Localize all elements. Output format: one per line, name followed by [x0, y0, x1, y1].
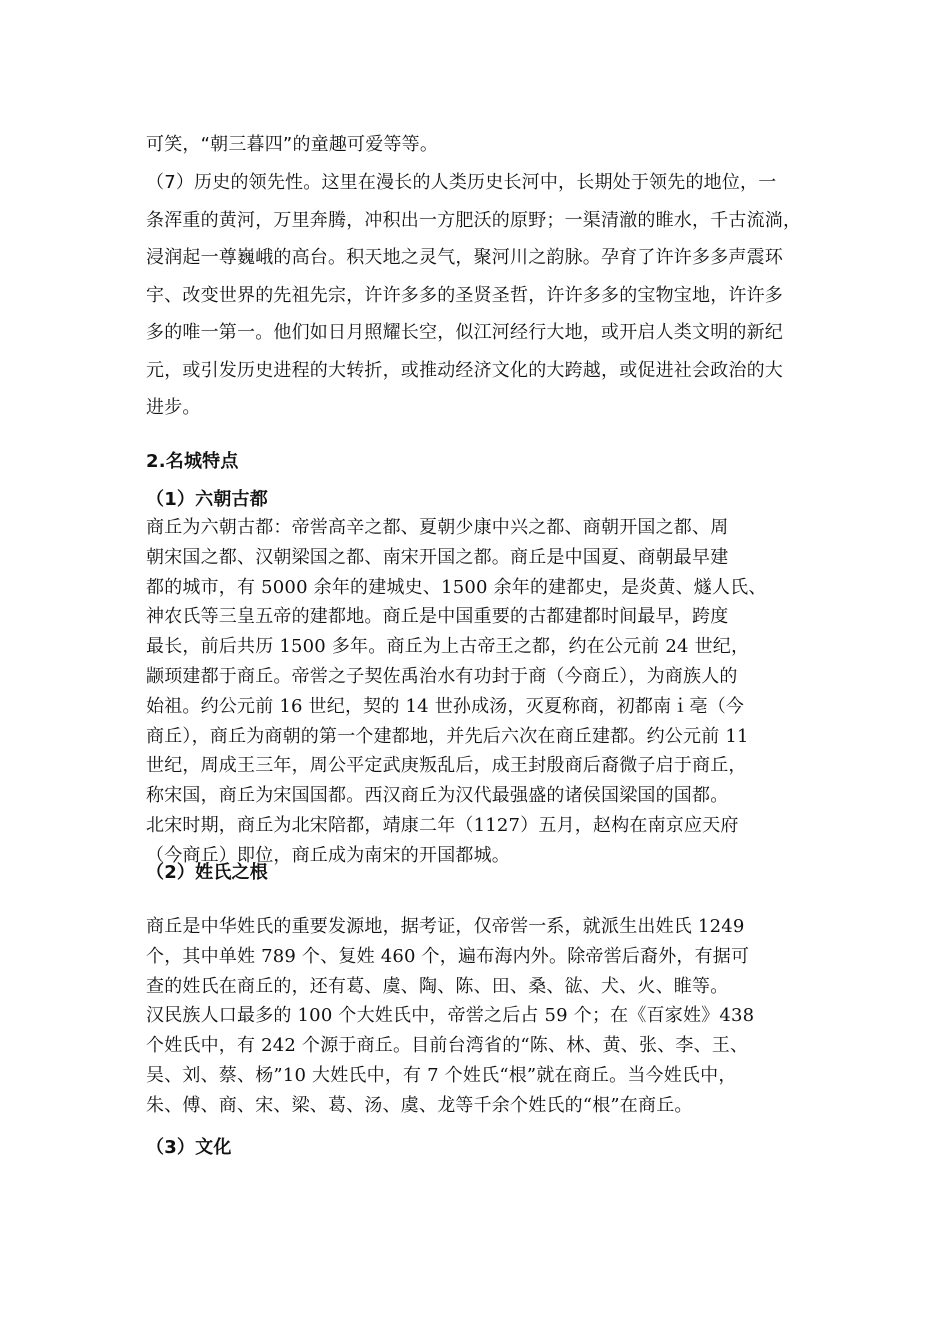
text-line: 可笑，“朝三暮四”的童趣可爱等等。: [146, 134, 439, 155]
text-line: 朝宋国之都、汉朝梁国之都、南宋开国之都。商丘是中国夏、商朝最早建: [146, 546, 729, 568]
heading-text: （3）文化: [146, 1137, 232, 1158]
text-line: 都的城市，有 5000 余年的建城史、1500 余年的建都史，是炎黄、燧人氏、: [146, 576, 767, 598]
subsection-1-paragraph: [146, 513, 810, 871]
text-line: 商丘），商丘为商朝的第一个建都地，并先后六次在商丘建都。约公元前 11: [146, 725, 749, 747]
text-line: 北宋时期，商丘为北宋陪都，靖康二年（1127）五月，赵构在南京应天府: [146, 814, 739, 836]
text-line: 个姓氏中，有 242 个源于商丘。目前台湾省的“陈、林、黄、张、李、王、: [146, 1035, 749, 1057]
text-line: 浸润起一尊巍峨的高台。积天地之灵气，聚河川之韵脉。孕育了许许多多声震环: [146, 247, 783, 268]
heading-text: 2.名城特点: [146, 451, 239, 472]
text-line: 称宋国，商丘为宋国国都。西汉商丘为汉代最强盛的诸侯国梁国的国都。: [146, 785, 729, 807]
text-line: 个，其中单姓 789 个、复姓 460 个，遍布海内外。除帝喾后裔外，有据可: [146, 945, 750, 967]
text-line: 颛顼建都于商丘。帝喾之子契佐禹治水有功封于商（今商丘），为商族人的: [146, 665, 738, 687]
text-line: 查的姓氏在商丘的，还有葛、虞、陶、陈、田、桑、谹、犬、火、睢等。: [146, 975, 729, 997]
section-2-heading: [146, 443, 810, 481]
text-line: 神农氏等三皇五帝的建都地。商丘是中国重要的古都建都时间最早，跨度: [146, 606, 729, 628]
text-line: 进步。: [146, 397, 201, 418]
text-line: （今商丘）即位，商丘成为南宋的开国都城。: [146, 844, 510, 866]
subsection-2-paragraph: [146, 912, 810, 1121]
text-line: 元，或引发历史进程的大转折，或推动经济文化的大跨越，或促进社会政治的大: [146, 359, 783, 381]
text-line: 宇、改变世界的先祖先宗，许许多多的圣贤圣哲，许许多多的宝物宝地，许许多: [146, 284, 783, 306]
text-line: 吴、刘、蔡、杨”10 大姓氏中，有 7 个姓氏“根”就在商丘。当今姓氏中，: [146, 1064, 737, 1086]
subsection-3-heading: [146, 1133, 810, 1163]
text-line: 朱、傅、商、宋、梁、葛、汤、虞、龙等千余个姓氏的“根”在商丘。: [146, 1094, 693, 1116]
text-line: 始祖。约公元前 16 世纪，契的 14 世孙成汤，灭夏称商，初都南ｉ亳（今: [146, 695, 745, 717]
point-7-paragraph: [146, 164, 810, 427]
heading-text: （1）六朝古都: [146, 489, 268, 510]
text-line: 世纪，周成王三年，周公平定武庚叛乱后，成王封殷商后裔微子启于商丘，: [146, 755, 747, 777]
subsection-2-heading: [146, 858, 810, 888]
text-line: 条浑重的黄河，万里奔腾，冲积出一方肥沃的原野；一渠清澈的睢水，千古流淌，: [146, 209, 802, 231]
text-line: 商丘是中华姓氏的重要发源地，据考证，仅帝喾一系，就派生出姓氏 1249: [146, 916, 745, 937]
text-line: 多的唯一第一。他们如日月照耀长空，似江河经行大地，或开启人类文明的新纪: [146, 322, 783, 343]
text-line: （7）历史的领先性。这里在漫长的人类历史长河中，长期处于领先的地位，一: [146, 172, 777, 193]
text-line: 最长，前后共历 1500 多年。商丘为上古帝王之都，约在公元前 24 世纪，: [146, 636, 750, 658]
heading-text: （2）姓氏之根: [146, 862, 268, 883]
intro-paragraph: [146, 126, 810, 164]
text-line: 商丘为六朝古都：帝喾高辛之都、夏朝少康中兴之都、商朝开国之都、周: [146, 517, 729, 538]
text-line: 汉民族人口最多的 100 个大姓氏中，帝喾之后占 59 个；在《百家姓》438: [146, 1005, 755, 1027]
